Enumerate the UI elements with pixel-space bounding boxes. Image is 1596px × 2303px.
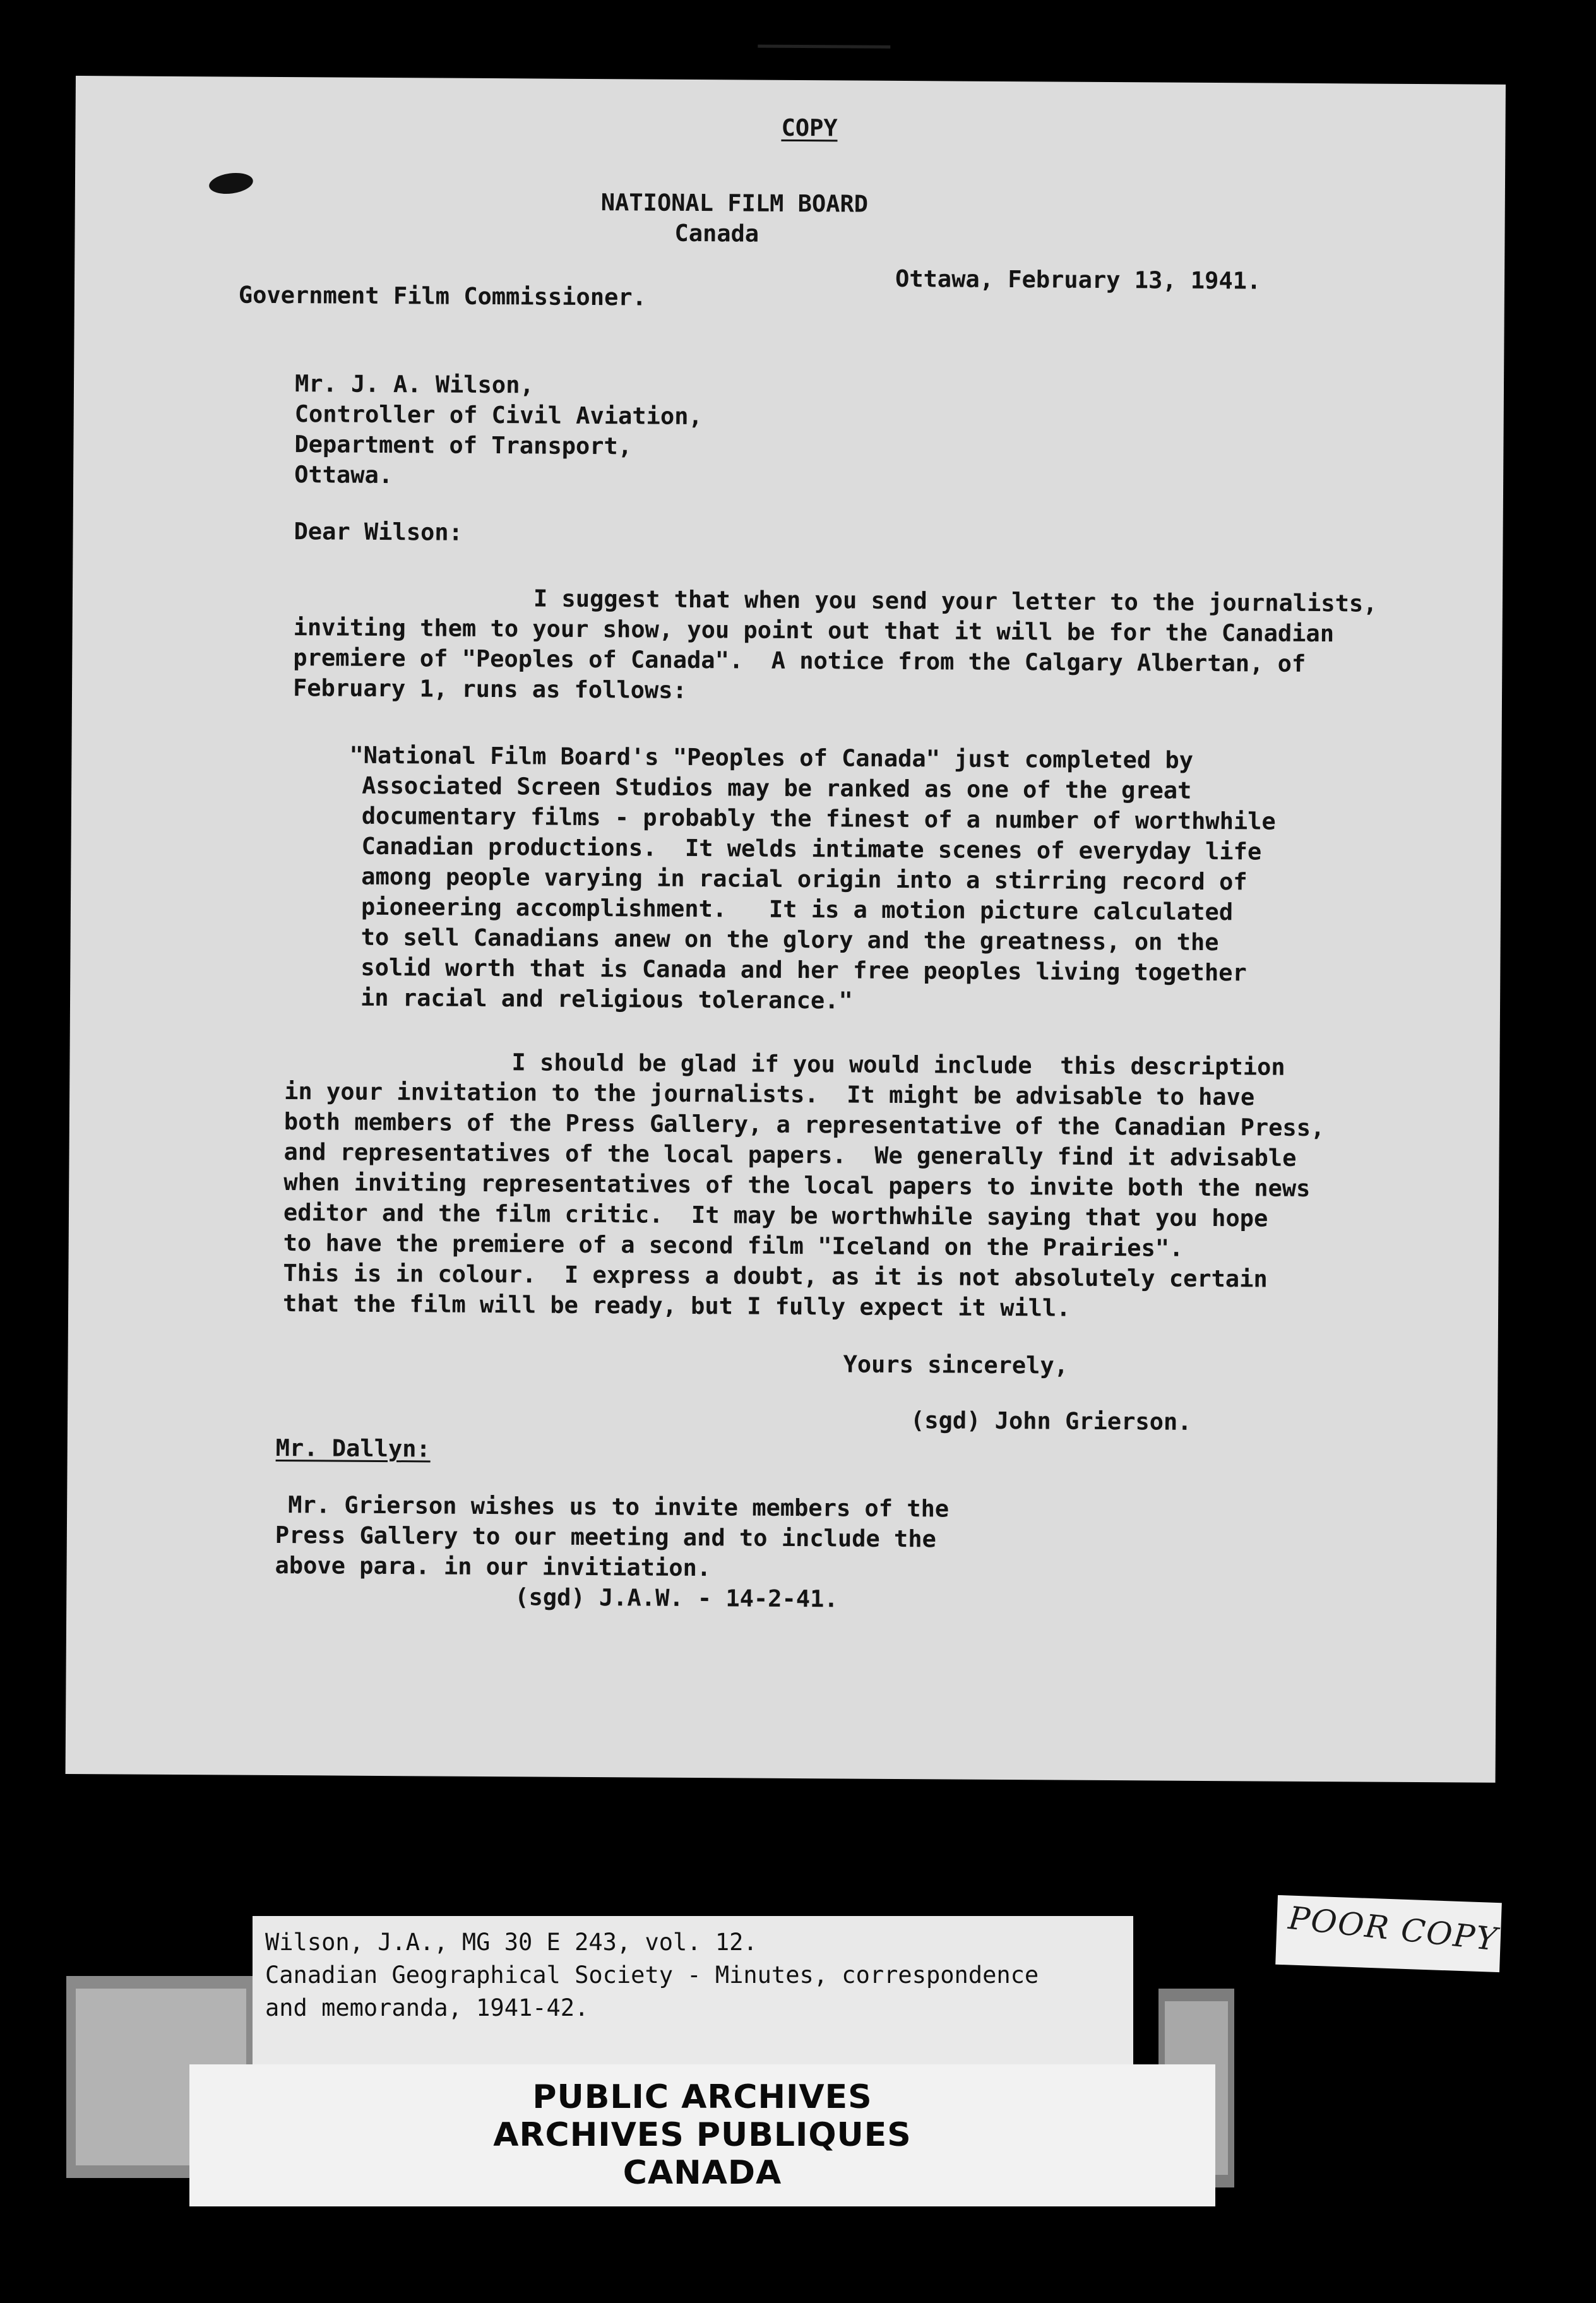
paragraph-line: to have the premiere of a second film "Iceland on the Prairies". xyxy=(283,1229,1184,1262)
quote-line: documentary films - probably the finest of a number of worthwhile xyxy=(361,802,1276,835)
letter-sheet xyxy=(66,76,1506,1783)
org-name: NATIONAL FILM BOARD xyxy=(600,189,869,218)
salutation: Dear Wilson: xyxy=(294,518,463,546)
memo-line: above para. in our invitiation. xyxy=(275,1551,712,1582)
date-line: Ottawa, February 13, 1941. xyxy=(895,265,1261,295)
closing: Yours sincerely, xyxy=(843,1350,1069,1379)
paragraph-line: when inviting representatives of the local papers to invite both the news xyxy=(283,1169,1311,1202)
paragraph-line: in your invitation to the journalists. It might be advisable to have xyxy=(284,1078,1255,1111)
paragraph-line: that the film will be ready, but I fully expect it will. xyxy=(282,1290,1071,1322)
paragraph-line: both members of the Press Gallery, a representative of the Canadian Press, xyxy=(283,1108,1325,1142)
quote-line: "National Film Board's "Peoples of Canada" just completed by xyxy=(349,741,1194,774)
archive-stamp-strip xyxy=(189,2064,1215,2206)
stamp-line: CANADA xyxy=(622,2154,782,2192)
quote-line: to sell Canadians anew on the glory and the greatness, on the xyxy=(360,923,1219,956)
archive-reference-card xyxy=(253,1916,1133,2074)
quote-line: solid worth that is Canada and her free peoples living together xyxy=(360,953,1247,987)
stamp-line: ARCHIVES PUBLIQUES xyxy=(493,2116,912,2154)
top-edge-mark xyxy=(758,41,890,53)
card-line: Canadian Geographical Society - Minutes, correspondence xyxy=(265,1961,1039,1989)
paragraph-line: inviting them to your show, you point out that it will be for the Canadian xyxy=(293,614,1335,648)
quote-line: Associated Screen Studios may be ranked as one of the great xyxy=(362,771,1192,804)
paragraph-line: editor and the film critic. It may be worthwhile saying that you hope xyxy=(283,1199,1268,1232)
recipient-line: Mr. J. A. Wilson, xyxy=(294,370,534,399)
signature: (sgd) John Grierson. xyxy=(910,1407,1192,1436)
quote-line: in racial and religious tolerance." xyxy=(360,984,853,1015)
card-line: and memoranda, 1941-42. xyxy=(265,1994,589,2021)
paragraph-line: February 1, runs as follows: xyxy=(292,674,687,704)
quote-line: Canadian productions. It welds intimate scenes of everyday life xyxy=(361,832,1262,866)
paragraph-line: I should be glad if you would include this description xyxy=(511,1049,1285,1081)
quote-line: among people varying in racial origin into a stirring record of xyxy=(361,862,1248,896)
card-line: Wilson, J.A., MG 30 E 243, vol. 12. xyxy=(265,1929,758,1956)
memo-line: Press Gallery to our meeting and to include the xyxy=(275,1521,936,1553)
quote-line: pioneering accomplishment. It is a motion picture calculated xyxy=(360,893,1234,926)
stamp-line: PUBLIC ARCHIVES xyxy=(532,2078,872,2116)
paragraph-line: I suggest that when you send your letter to the journalists, xyxy=(533,585,1378,617)
memo-signature: (sgd) J.A.W. - 14-2-41. xyxy=(515,1583,838,1613)
poor-copy-text: POOR COPY xyxy=(1287,1900,1500,1958)
org-country: Canada xyxy=(674,219,759,247)
paragraph-line: This is in colour. I express a doubt, as it is not absolutely certain xyxy=(283,1259,1268,1293)
ink-smudge xyxy=(208,170,254,196)
recipient-line: Department of Transport, xyxy=(294,431,633,460)
poor-copy-label xyxy=(1275,1895,1502,1972)
recipient-line: Controller of Civil Aviation, xyxy=(294,400,703,431)
paragraph-line: premiere of "Peoples of Canada". A notice from the Calgary Albertan, of xyxy=(293,644,1306,677)
sender-title: Government Film Commissioner. xyxy=(238,281,647,311)
recipient-line: Ottawa. xyxy=(294,461,393,489)
copy-label: COPY xyxy=(781,114,838,142)
memo-line: Mr. Grierson wishes us to invite members of the xyxy=(288,1491,950,1523)
paragraph-line: and representatives of the local papers. We generally find it advisable xyxy=(283,1138,1297,1172)
memo-heading: Mr. Dallyn: xyxy=(275,1434,431,1463)
